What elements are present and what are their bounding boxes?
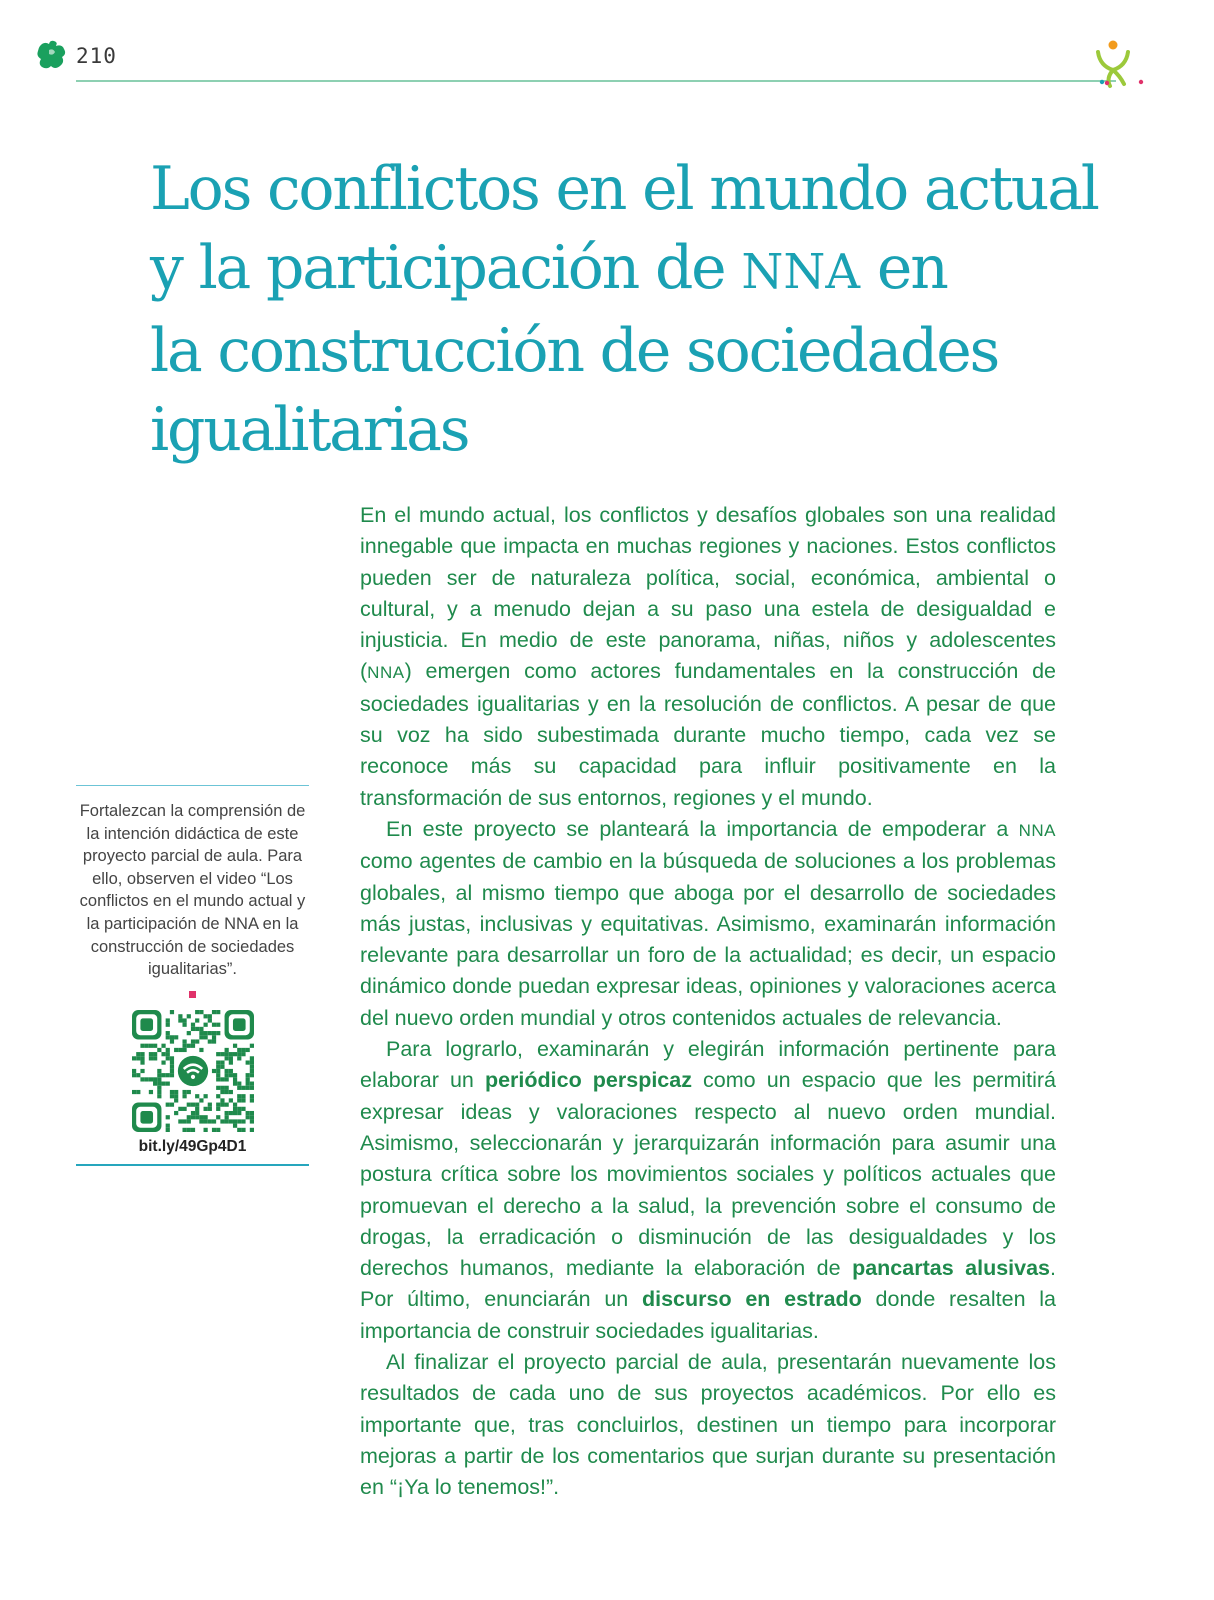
- page-title: [150, 150, 1098, 470]
- sidebar-bottom-rule: [76, 1164, 309, 1166]
- page-header: [36, 36, 1146, 92]
- paragraph-3-part-4: donde resalten la importancia de construir sociedades igualitarias.: [360, 1287, 1056, 1343]
- paragraph-1-start: En el mundo actual, los conflictos y desafíos globales son una realidad innegable que impacta en muchas regiones y naciones. Estos conflictos pueden ser de naturaleza política, social, económica, ambiental o cultural, y a menudo dejan a su paso una estela de desigualdad e injusticia. En medio de este panorama, niñas, niños y adolescentes (: [360, 503, 1056, 684]
- paragraph-4: Al finalizar el proyecto parcial de aula, presentarán nuevamente los resultados de cada uno de sus proyectos académicos. Por ello es importante que, tras concluirlos, destinen un tiempo para incorporar mejoras a partir de los comentarios que surjan durante su presentación en “¡Ya lo tenemos!”.: [360, 1350, 1056, 1500]
- title-line-2-start: y la participación de: [150, 233, 742, 303]
- paragraph-3-part-2: como un espacio que les permitirá expresar ideas y valoraciones respecto al nuevo orden mundial. Asimismo, seleccionarán y jerarquizarán información para asumir una postura crítica sobre los movimientos sociales y políticos actuales que promuevan el derecho a la salud, la prevención sobre el consumo de drogas, la erradicación o disminución de las desigualdades y los derechos humanos, mediante la elaboración de: [360, 1068, 1057, 1281]
- title-line-1: Los conflictos en el mundo actual: [150, 154, 1098, 224]
- pink-square-marker: [189, 991, 196, 998]
- header-rule: [76, 80, 1116, 82]
- abbr-nna: NNA: [1018, 820, 1056, 840]
- paragraph-1-end: ) emergen como actores fundamentales en la construcción de sociedades igualitarias y en la resolución de conflictos. A pesar de que su voz ha sido subestimada durante mucho tiempo, cada vez se reconoce más su capacidad para influir positivamente en la transformación de sus entornos, regiones y el mundo.: [360, 659, 1056, 810]
- paragraph-3: [360, 1034, 1056, 1347]
- title-line-2-end: en: [860, 233, 947, 303]
- title-line-2: [150, 229, 1050, 312]
- title-line-4: igualitarias: [150, 395, 469, 465]
- title-line-3: la construcción de sociedades: [150, 316, 999, 386]
- body-text: [360, 500, 1056, 1504]
- paragraph-3-part-3: . Por último, enunciarán un: [360, 1256, 1056, 1312]
- sprout-figure-logo: [1076, 36, 1146, 92]
- bold-periodico-perspicaz: periódico perspicaz: [484, 1068, 692, 1093]
- paragraph-3-part-1: Para lograrlo, examinarán y elegirán información pertinente para elaborar un: [360, 1037, 1056, 1093]
- sidebar-top-rule: [76, 785, 309, 786]
- paragraph-2-start: En este proyecto se planteará la importancia de empoderar a: [386, 816, 1019, 841]
- page-number: 210: [76, 44, 117, 68]
- green-puzzle-icon: [36, 40, 68, 70]
- paragraph-1: [360, 500, 1056, 814]
- qr-short-link[interactable]: bit.ly/49Gp4D1: [138, 1137, 247, 1155]
- qr-code[interactable]: [132, 1010, 254, 1132]
- title-abbr-nna: NNA: [741, 244, 861, 300]
- bold-pancartas-alusivas: pancartas alusivas: [852, 1256, 1051, 1281]
- bold-discurso-en-estrado: discurso en estrado: [641, 1287, 862, 1312]
- abbr-nna: NNA: [367, 663, 405, 683]
- paragraph-2-end: como agentes de cambio en la búsqueda de soluciones a los problemas globales, al mismo tiempo que aboga por el desarrollo de sociedades más justas, inclusivas y equitativas. Asimismo, examinarán información relevante para desarrollar un foro de la actualidad; es decir, un espacio dinámico donde puedan expresar ideas, opiniones y valoraciones acerca del nuevo orden mundial y otros contenidos actuales de relevancia.: [360, 849, 1056, 1030]
- sidebar-note-text: Fortalezcan la comprensión de la intención didáctica de este proyecto parcial de aula. Para ello, observen el video “Los conflictos en el mundo actual y la participación de NNA en la construcción de sociedades igualitarias”.: [79, 802, 306, 979]
- sidebar-note: [76, 785, 309, 1166]
- paragraph-2: [360, 814, 1056, 1034]
